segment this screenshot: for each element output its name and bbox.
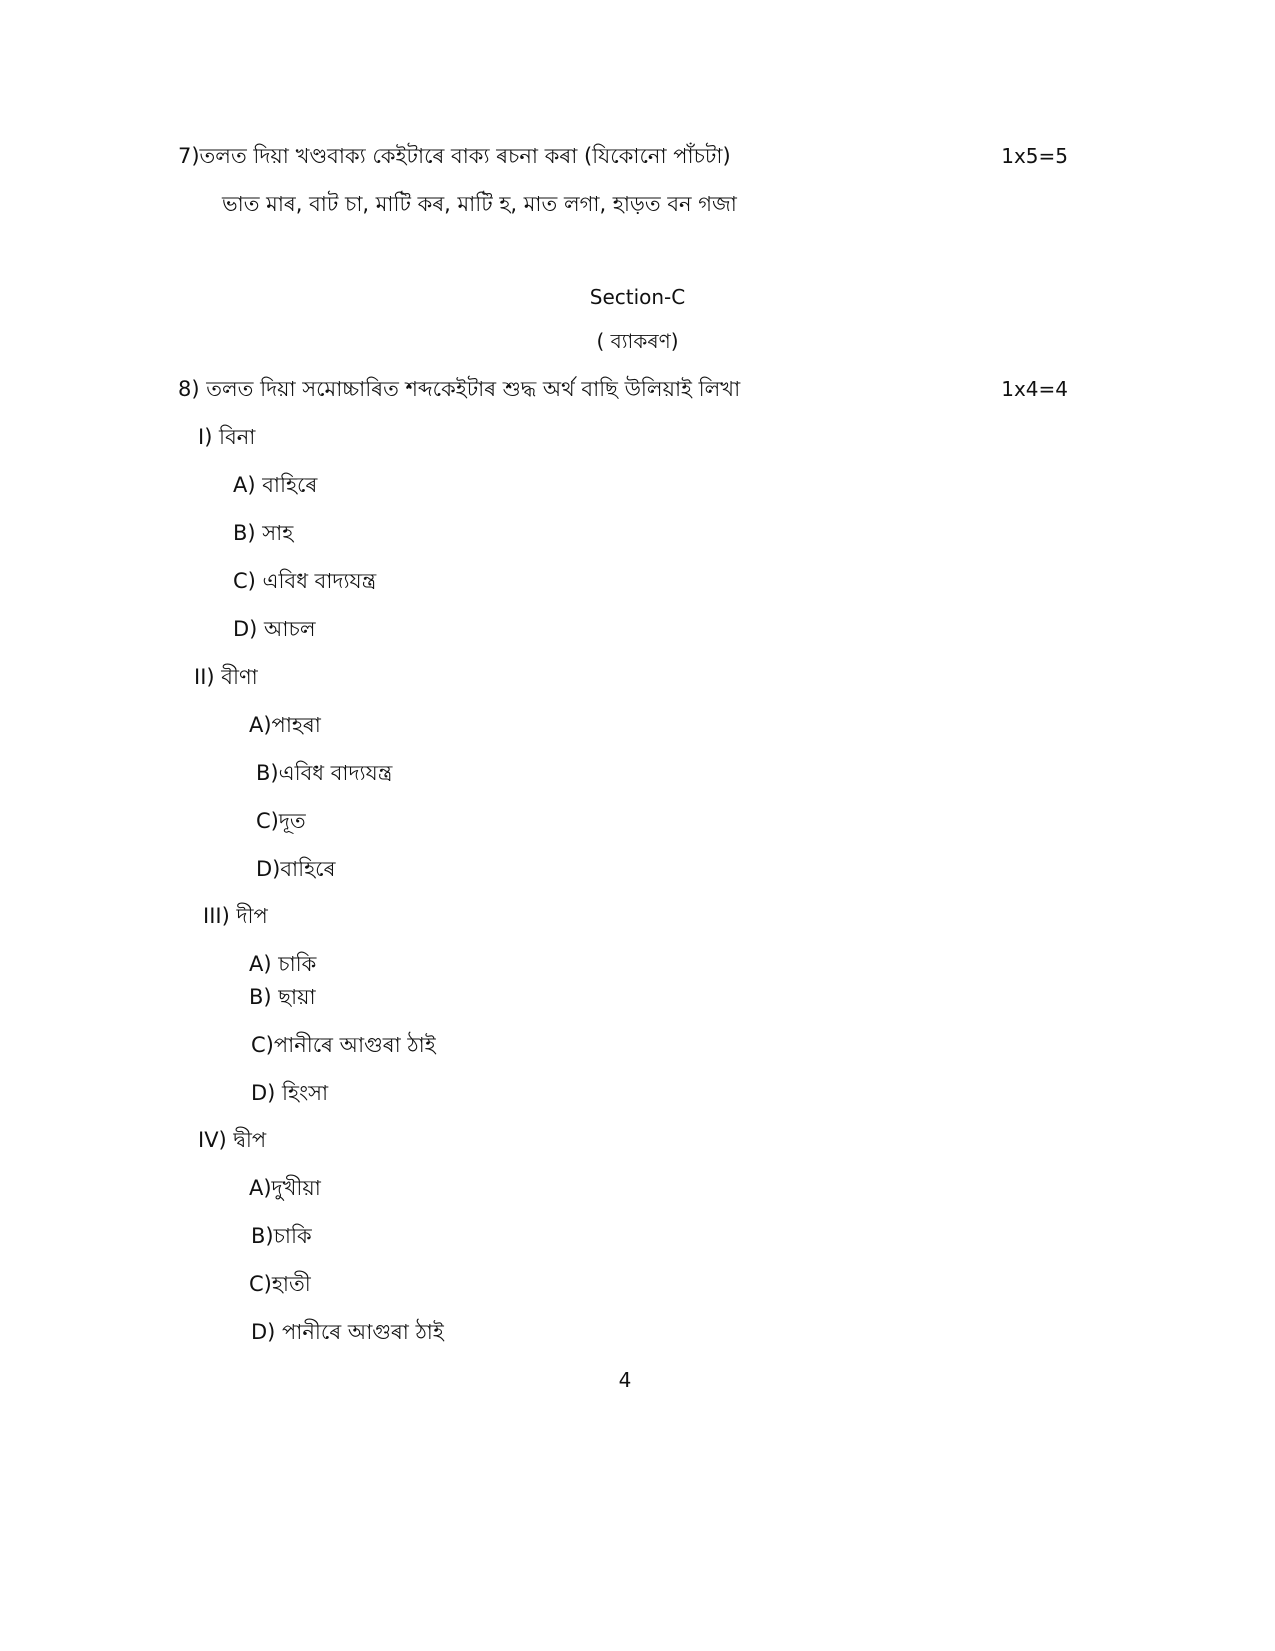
item-2-word: II) বীণা	[194, 665, 258, 689]
item-4-option-c: C)হাতী	[249, 1272, 311, 1296]
item-1-option-d: D) আচল	[233, 617, 316, 641]
item-3-word: III) দীপ	[203, 904, 268, 928]
item-1-option-c: C) এবিধ বাদ্যযন্ত্ৰ	[233, 569, 377, 593]
item-1-option-b: B) সাহ	[233, 521, 294, 545]
item-4-option-a: A)দুখীয়া	[249, 1176, 321, 1200]
question-8-text: 8) তলত দিয়া সমোচ্চাৰিত শব্দকেইটাৰ শুদ্ধ অৰ্থ বাছি উলিয়াই লিখা	[178, 377, 741, 401]
item-3-option-a: A) চাকি	[249, 952, 317, 976]
section-subtitle: ( ব্যাকৰণ)	[596, 329, 679, 353]
item-2-option-b: B)এবিধ বাদ্যযন্ত্ৰ	[256, 761, 393, 785]
item-4-option-b: B)চাকি	[251, 1224, 312, 1248]
page-number: 4	[618, 1368, 632, 1392]
item-2-option-c: C)দূত	[256, 809, 306, 833]
item-3-option-c: C)পানীৰে আগুৰা ঠাই	[251, 1033, 436, 1057]
question-8-marks: 1x4=4	[1001, 377, 1068, 401]
item-1-option-a: A) বাহিৰে	[233, 473, 318, 497]
item-4-option-d: D) পানীৰে আগুৰা ঠাই	[251, 1320, 444, 1344]
item-3-option-b: B) ছায়া	[249, 985, 316, 1009]
item-1-word: I) বিনা	[198, 425, 256, 449]
question-7-marks: 1x5=5	[1001, 144, 1068, 168]
item-3-option-d: D) হিংসা	[251, 1081, 329, 1105]
item-2-option-d: D)বাহিৰে	[256, 857, 336, 881]
question-7-text: 7)তলত দিয়া খণ্ডবাক্য কেইটাৰে বাক্য ৰচনা কৰা (যিকোনো পাঁচটা)	[178, 144, 731, 168]
question-7-phrases: ভাত মাৰ, বাট চা, মাটি কৰ, মাটি হ, মাত লগা, হাড়ত বন গজা	[222, 192, 737, 216]
section-title: Section-C	[589, 285, 686, 309]
item-2-option-a: A)পাহৰা	[249, 713, 321, 737]
item-4-word: IV) দ্বীপ	[198, 1128, 267, 1152]
